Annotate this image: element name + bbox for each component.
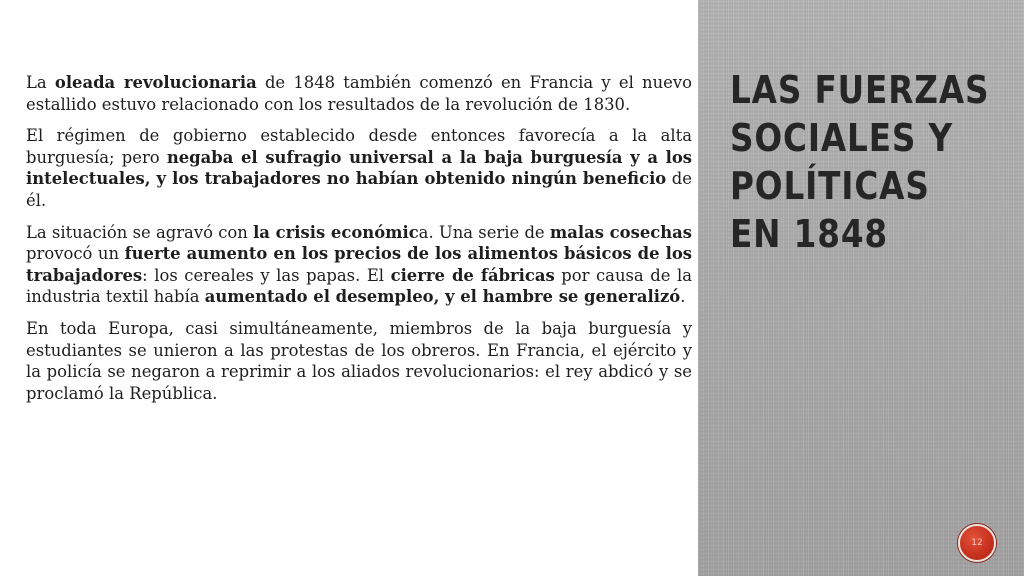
paragraph-2 bbox=[26, 125, 692, 211]
bold-text-run: malas cosechas bbox=[549, 222, 692, 242]
title-line-1: LAS FUERZAS bbox=[730, 68, 990, 112]
slide-number-badge[interactable] bbox=[958, 524, 996, 562]
slide-title bbox=[730, 66, 990, 258]
text-run: de 1848 también comenzó en Francia y el nuevo estallido estuvo relacionado con los resultados de la revolución de 1830. bbox=[26, 73, 692, 114]
text-run: provocó un bbox=[26, 244, 125, 264]
text-run: . bbox=[680, 287, 686, 307]
slide-number: 12 bbox=[971, 538, 983, 548]
text-run: a. Una serie de bbox=[418, 222, 550, 242]
bold-text-run: oleada revolucionaria bbox=[54, 73, 257, 92]
paragraph-3 bbox=[26, 222, 692, 308]
text-run: En toda Europa, casi simultáneamente, miembros de la baja burguesía y estudiantes se unieron a las protestas de los obreros. En Francia, el ejército y la policía se negaron a reprimir a los aliados revolucionarios: el rey abdicó y se proclamó la República. bbox=[26, 318, 692, 403]
text-run: El régimen de gobierno establecido desde entonces favorecía a la alta burguesía; pero bbox=[26, 126, 692, 167]
bold-text-run: la crisis económic bbox=[253, 222, 419, 242]
text-run: : los cereales y las papas. El bbox=[142, 265, 391, 285]
bold-text-run: cierre de fábricas bbox=[390, 265, 555, 285]
text-run: La bbox=[26, 73, 55, 92]
text-run: por causa de la industria textil había bbox=[26, 265, 692, 307]
bold-text-run: negaba el sufragio universal a la baja burguesía y a los intelectuales, y los trabajadores no habían obtenido ningún beneficio bbox=[26, 147, 692, 189]
paragraph-1 bbox=[26, 72, 692, 115]
text-run: de él. bbox=[26, 169, 692, 210]
title-line-3: POLÍTICAS bbox=[730, 164, 930, 208]
title-line-4: EN 1848 bbox=[730, 212, 889, 256]
text-run: La situación se agravó con bbox=[26, 222, 254, 242]
bold-text-run: aumentado el desempleo, y el hambre se generalizó bbox=[204, 287, 681, 307]
slide-body bbox=[26, 72, 692, 414]
paragraph-4 bbox=[26, 318, 692, 404]
title-line-2: SOCIALES Y bbox=[730, 116, 954, 160]
bold-text-run: fuerte aumento en los precios de los alimentos básicos de los trabajadores bbox=[26, 244, 692, 285]
